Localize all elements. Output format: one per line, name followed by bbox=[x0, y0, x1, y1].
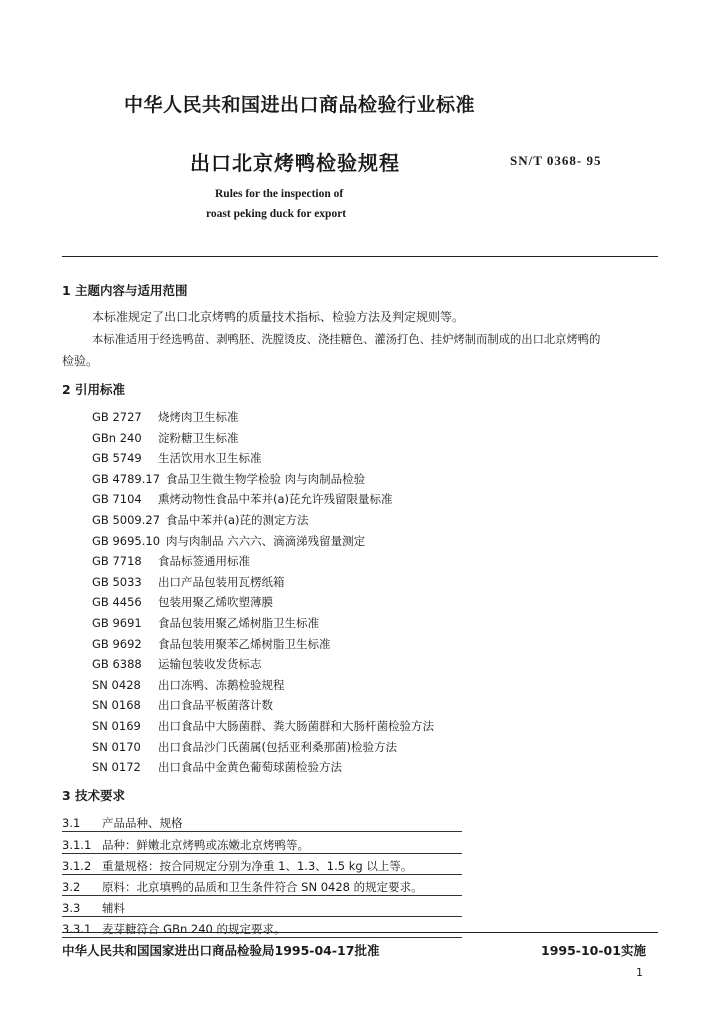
reference-code: GB 9692 bbox=[92, 636, 142, 651]
reference-code: SN 0169 bbox=[92, 719, 141, 733]
requirement-text: 重量规格：按合同规定分别为净重 1、1.3、1.5 kg 以上等。 bbox=[102, 859, 413, 873]
requirement-number: 3.2 bbox=[62, 880, 81, 894]
requirement-underline bbox=[62, 853, 462, 854]
section1-para2-line1: 本标准适用于经选鸭苗、剥鸭胚、洗膛烫皮、浇挂糖色、灌汤打色、挂炉烤制而制成的出口北京烤鸭的 bbox=[92, 333, 601, 346]
requirement-item bbox=[62, 900, 125, 916]
page-number: 1 bbox=[636, 966, 643, 979]
reference-item bbox=[92, 697, 273, 713]
reference-name: 食品标签通用标准 bbox=[158, 554, 250, 569]
reference-code: GB 2727 bbox=[92, 410, 142, 424]
industry-standard-title: 中华人民共和国进出口商品检验行业标准 bbox=[124, 94, 476, 116]
reference-name: 食品卫生微生物学检验 肉与肉制品检验 bbox=[166, 471, 366, 486]
reference-code: GBn 240 bbox=[92, 430, 142, 445]
reference-name: 生活饮用水卫生标准 bbox=[158, 451, 262, 466]
requirement-text: 麦芽糖符合 GBn 240 的规定要求。 bbox=[102, 922, 286, 936]
reference-code: GB 9691 bbox=[92, 616, 142, 630]
requirement-underline bbox=[62, 874, 462, 875]
requirement-item bbox=[62, 858, 412, 874]
section1-heading: 1 主题内容与适用范围 bbox=[62, 283, 188, 298]
requirement-number: 3.1 bbox=[62, 816, 81, 830]
reference-code: GB 4789.17 bbox=[92, 471, 161, 486]
reference-item bbox=[92, 636, 331, 652]
reference-code: SN 0168 bbox=[92, 698, 141, 713]
reference-item bbox=[92, 553, 250, 569]
reference-code: GB 5749 bbox=[92, 451, 142, 466]
reference-name: 食品包装用聚乙烯树脂卫生标准 bbox=[158, 616, 319, 630]
reference-code: GB 7718 bbox=[92, 554, 142, 569]
reference-name: 出口食品中大肠菌群、粪大肠菌群和大肠杆菌检验方法 bbox=[158, 719, 434, 733]
reference-item bbox=[92, 450, 262, 466]
requirement-item bbox=[62, 837, 309, 853]
reference-item bbox=[92, 594, 273, 610]
reference-name: 运输包装收发货标志 bbox=[158, 657, 262, 672]
footer-divider bbox=[62, 932, 658, 933]
section3-heading: 3 技术要求 bbox=[62, 788, 126, 803]
reference-item bbox=[92, 533, 365, 549]
reference-name: 食品中苯并(a)芘的测定方法 bbox=[166, 513, 309, 527]
reference-name: 肉与肉制品 六六六、滴滴涕残留量测定 bbox=[166, 533, 366, 548]
reference-name: 出口冻鸭、冻鹅检验规程 bbox=[158, 677, 285, 692]
requirement-item bbox=[62, 921, 286, 937]
reference-code: GB 9695.10 bbox=[92, 533, 161, 548]
reference-name: 淀粉糖卫生标准 bbox=[158, 430, 239, 445]
requirement-underline bbox=[62, 937, 462, 938]
requirement-item bbox=[62, 815, 183, 831]
reference-code: GB 5009.27 bbox=[92, 513, 161, 527]
reference-name: 出口食品中金黄色葡萄球菌检验方法 bbox=[158, 760, 342, 775]
reference-item bbox=[92, 574, 285, 590]
standard-code: SN/T 0368- 95 bbox=[510, 153, 602, 168]
english-title-line2: roast peking duck for export bbox=[206, 208, 347, 220]
requirement-underline bbox=[62, 895, 462, 896]
reference-name: 出口食品平板菌落计数 bbox=[158, 698, 273, 713]
reference-item bbox=[92, 512, 309, 528]
reference-item bbox=[92, 409, 239, 425]
header-divider bbox=[62, 256, 658, 257]
section2-heading: 2 引用标准 bbox=[62, 382, 126, 397]
reference-code: SN 0170 bbox=[92, 739, 141, 754]
reference-name: 熏烤动物性食品中苯并(a)芘允许残留限量标准 bbox=[158, 492, 393, 507]
reference-code: GB 4456 bbox=[92, 595, 142, 610]
reference-item bbox=[92, 656, 262, 672]
reference-item bbox=[92, 471, 365, 487]
section1-para2-line2: 检验。 bbox=[62, 354, 99, 368]
reference-name: 出口产品包装用瓦楞纸箱 bbox=[158, 574, 285, 589]
document-title: 出口北京烤鸭检验规程 bbox=[190, 151, 400, 175]
reference-item bbox=[92, 615, 319, 631]
requirement-item bbox=[62, 879, 423, 895]
implementation-date: 1995-10-01实施 bbox=[541, 943, 646, 958]
reference-code: GB 7104 bbox=[92, 492, 142, 507]
requirement-number: 3.3 bbox=[62, 901, 81, 915]
requirement-underline bbox=[62, 916, 462, 917]
reference-name: 出口食品沙门氏菌属(包括亚利桑那菌)检验方法 bbox=[158, 739, 397, 754]
reference-item bbox=[92, 430, 239, 446]
reference-code: GB 5033 bbox=[92, 574, 142, 589]
reference-item bbox=[92, 739, 397, 755]
reference-item bbox=[92, 759, 342, 775]
reference-name: 食品包装用聚苯乙烯树脂卫生标准 bbox=[158, 636, 331, 651]
reference-code: GB 6388 bbox=[92, 657, 142, 672]
requirement-text: 辅料 bbox=[102, 901, 125, 915]
approval-line: 中华人民共和国国家进出口商品检验局1995-04-17批准 bbox=[62, 943, 380, 958]
requirement-number: 3.1.2 bbox=[62, 859, 92, 873]
requirement-underline bbox=[62, 831, 462, 832]
reference-item bbox=[92, 718, 434, 734]
requirement-number: 3.1.1 bbox=[62, 838, 92, 852]
reference-name: 烧烤肉卫生标准 bbox=[158, 410, 239, 424]
requirement-text: 品种：鲜嫩北京烤鸭或冻嫩北京烤鸭等。 bbox=[102, 838, 309, 852]
section1-para1: 本标准规定了出口北京烤鸭的质量技术指标、检验方法及判定规则等。 bbox=[92, 310, 465, 324]
english-title-line1: Rules for the inspection of bbox=[215, 188, 344, 200]
reference-code: SN 0172 bbox=[92, 760, 141, 775]
requirement-text: 原料：北京填鸭的品质和卫生条件符合 SN 0428 的规定要求。 bbox=[102, 880, 423, 894]
requirement-number: 3.3.1 bbox=[62, 922, 92, 936]
reference-item bbox=[92, 677, 285, 693]
requirement-text: 产品品种、规格 bbox=[102, 816, 183, 830]
reference-item bbox=[92, 491, 393, 507]
reference-name: 包装用聚乙烯吹塑薄膜 bbox=[158, 595, 273, 610]
reference-code: SN 0428 bbox=[92, 677, 141, 692]
